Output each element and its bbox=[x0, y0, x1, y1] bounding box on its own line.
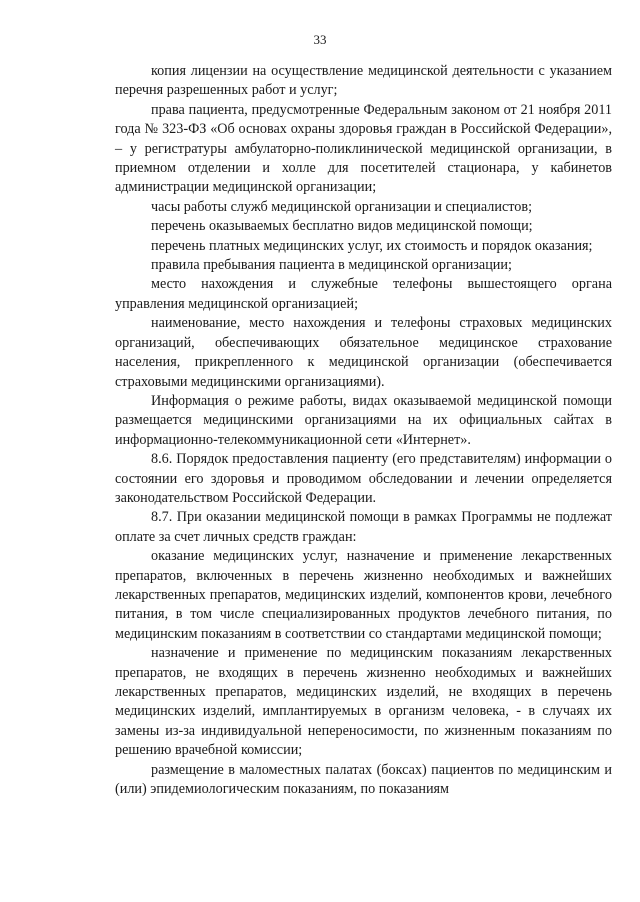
paragraph: перечень платных медицинских услуг, их стоимость и порядок оказания; bbox=[151, 237, 593, 254]
paragraph: права пациента, предусмотренные Федеральным законом от 21 ноября 2011 года № 323-ФЗ «Об основах охраны здоровья граждан в Российской Федерации», – у регистратуры амбулаторно-поликлинической медицинской организации, в приемном отделении и холле для посетителей стационара, у кабинетов администрации медицинской организации; bbox=[115, 101, 612, 196]
paragraph: 8.6. Порядок предоставления пациенту (его представителям) информации о состоянии его здоровья и проводимом обследовании и лечении определяется законодательством Российской Федерации. bbox=[115, 451, 612, 506]
page-number: 33 bbox=[313, 32, 327, 47]
paragraph: перечень оказываемых бесплатно видов медицинской помощи; bbox=[151, 218, 533, 235]
paragraph: часы работы служб медицинской организации и специалистов; bbox=[151, 198, 533, 215]
document-body bbox=[115, 62, 612, 799]
paragraph: 8.7. При оказании медицинской помощи в рамках Программы не подлежат оплате за счет личных средств граждан: bbox=[115, 509, 612, 545]
paragraph: копия лицензии на осуществление медицинской деятельности с указанием перечня разрешенных работ и услуг; bbox=[115, 63, 612, 99]
paragraph: правила пребывания пациента в медицинской организации; bbox=[151, 257, 512, 274]
paragraph: назначение и применение по медицинским показаниям лекарственных препаратов, не входящих в перечень жизненно необходимых и важнейших лекарственных препаратов, медицинских изделий, не входящих в перечень медицинских изделий, имплантируемых в организм человека, - в случаях их замены из-за индивидуальной непереносимости, по жизненным показаниям по решению врачебной комиссии; bbox=[115, 645, 612, 759]
paragraph: наименование, место нахождения и телефоны страховых медицинских организаций, обеспечивающих обязательное медицинское страхование населения, прикрепленного к медицинской организации (обеспечивается страховыми медицинскими организациями). bbox=[115, 315, 612, 390]
paragraph: размещение в маломестных палатах (боксах) пациентов по медицинским и (или) эпидемиологическим показаниям, по показаниям bbox=[115, 761, 612, 798]
paragraph: место нахождения и служебные телефоны вышестоящего органа управления медицинской организацией; bbox=[115, 276, 612, 312]
paragraph: оказание медицинских услуг, назначение и применение лекарственных препаратов, включенных в перечень жизненно необходимых и важнейших лекарственных препаратов, медицинских изделий, компонентов крови, лечебного питания, в том числе специализированных продуктов лечебного питания, по медицинским показаниям в соответствии со стандартами медицинской помощи; bbox=[115, 548, 612, 642]
paragraph: Информация о режиме работы, видах оказываемой медицинской помощи размещается медицинскими организациями на их официальных сайтах в информационно-телекоммуникационной сети «Интернет». bbox=[115, 392, 612, 448]
